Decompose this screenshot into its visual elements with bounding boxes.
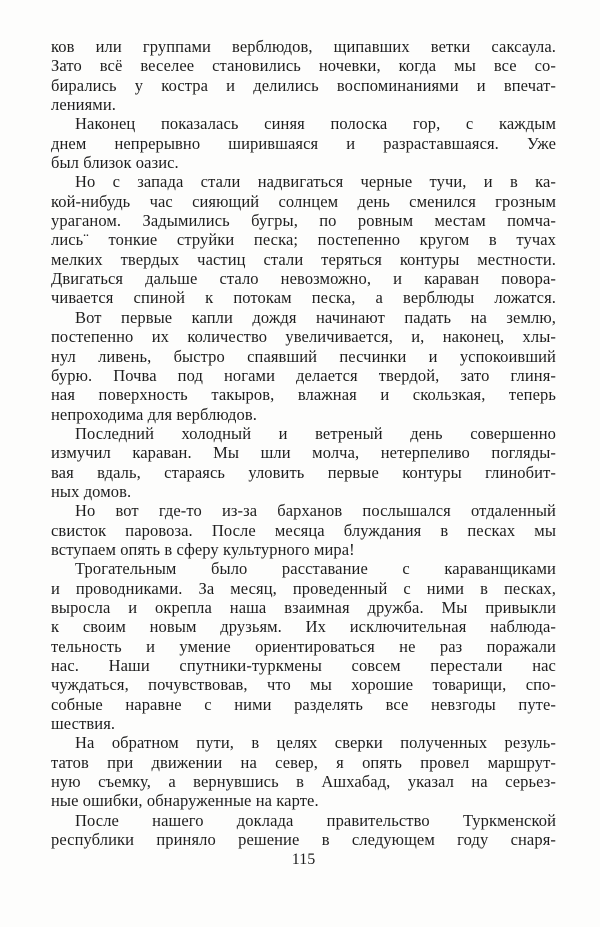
text-line: собные наравне с ними разделять все невзгоды путе- [51,694,556,714]
text-line: Зато всё веселее становились ночевки, когда мы все со- [51,56,556,76]
text-line: вая вдаль, стараясь уловить первые контуры глинобит- [51,462,556,482]
text-line: чивается спиной к потокам песка, а верблюды ложатся. [51,288,556,308]
text-line: Наконец показалась синяя полоска гор, с каждым [75,114,556,134]
text-line: нас. Наши спутники-туркмены совсем перестали нас [51,656,556,675]
text-line: измучил караван. Мы шли молча, нетерпеливо погляды- [51,443,556,463]
text-line: лись¨ тонкие струйки песка; постепенно кругом в тучах [51,230,556,250]
text-line: ная поверхность такыров, влажная и скользкая, теперь [51,385,556,405]
text-line: бирались у костра и делились воспоминаниями и впечат- [51,75,556,95]
text-line: После нашего доклада правительство Туркменской [75,810,556,830]
text-line: ков или группами верблюдов, щипавших ветки саксаула. [51,37,556,56]
text-line: бурю. Почва под ногами делается твердой, зато глиня- [51,365,556,385]
text-line: к своим новым друзьям. Их исключительная наблюда- [51,617,556,637]
text-line: Последний холодный и ветреный день совершенно [75,423,556,443]
text-line: нул ливень, быстро спаявший песчинки и успокоивший [51,346,556,366]
text-line: татов при движении на север, я опять провел маршрут- [51,752,556,772]
text-line: На обратном пути, в целях сверки полученных резуль- [75,733,556,753]
text-line: ную съемку, а вернувшись в Ашхабад, указал на серьез- [51,772,556,792]
text-line: ные ошибки, обнаруженные на карте. [51,791,319,811]
text-line: днем непрерывно ширившаяся и разраставшаяся. Уже [51,133,556,153]
text-line: и проводниками. За месяц, проведенный с ними в песках, [51,578,556,598]
text-line: Двигаться дальше стало невозможно, и караван повора- [51,269,556,289]
text-line: республики приняло решение в следующем году снаря- [51,830,556,850]
text-line: вступаем опять в сферу культурного мира! [51,539,355,559]
text-line: выросла и окрепла наша взаимная дружба. Мы привыкли [51,597,556,617]
text-line: непроходима для верблюдов. [51,404,257,424]
text-line: мелких твердых частиц стали теряться контуры местности. [51,249,556,269]
text-line: тельность и умение ориентироваться не раз поражали [51,636,556,656]
text-line: постепенно их количество увеличивается, и, наконец, хлы- [51,327,556,347]
text-line: ных домов. [51,481,132,501]
text-line: шествия. [51,714,116,734]
text-line: Трогательным было расставание с караванщиками [75,559,556,579]
text-line: Вот первые капли дождя начинают падать на землю, [75,307,556,327]
text-line: Но с запада стали надвигаться черные тучи, и в ка- [75,172,556,192]
text-line: ураганом. Задымились бугры, по ровным местам помча- [51,211,556,231]
text-line: чуждаться, почувствовав, что мы хорошие товарищи, спо- [51,675,556,695]
text-line: был близок оазис. [51,153,179,173]
text-line: лениями. [51,95,117,115]
text-line: кой-нибудь час сияющий солнцем день сменился грозным [51,191,556,211]
text-line: Но вот где-то из-за барханов послышался отдаленный [75,501,556,521]
text-block [51,37,556,849]
text-line: свисток паровоза. После месяца блуждания в песках мы [51,520,556,540]
page-number: 115 [291,851,316,868]
